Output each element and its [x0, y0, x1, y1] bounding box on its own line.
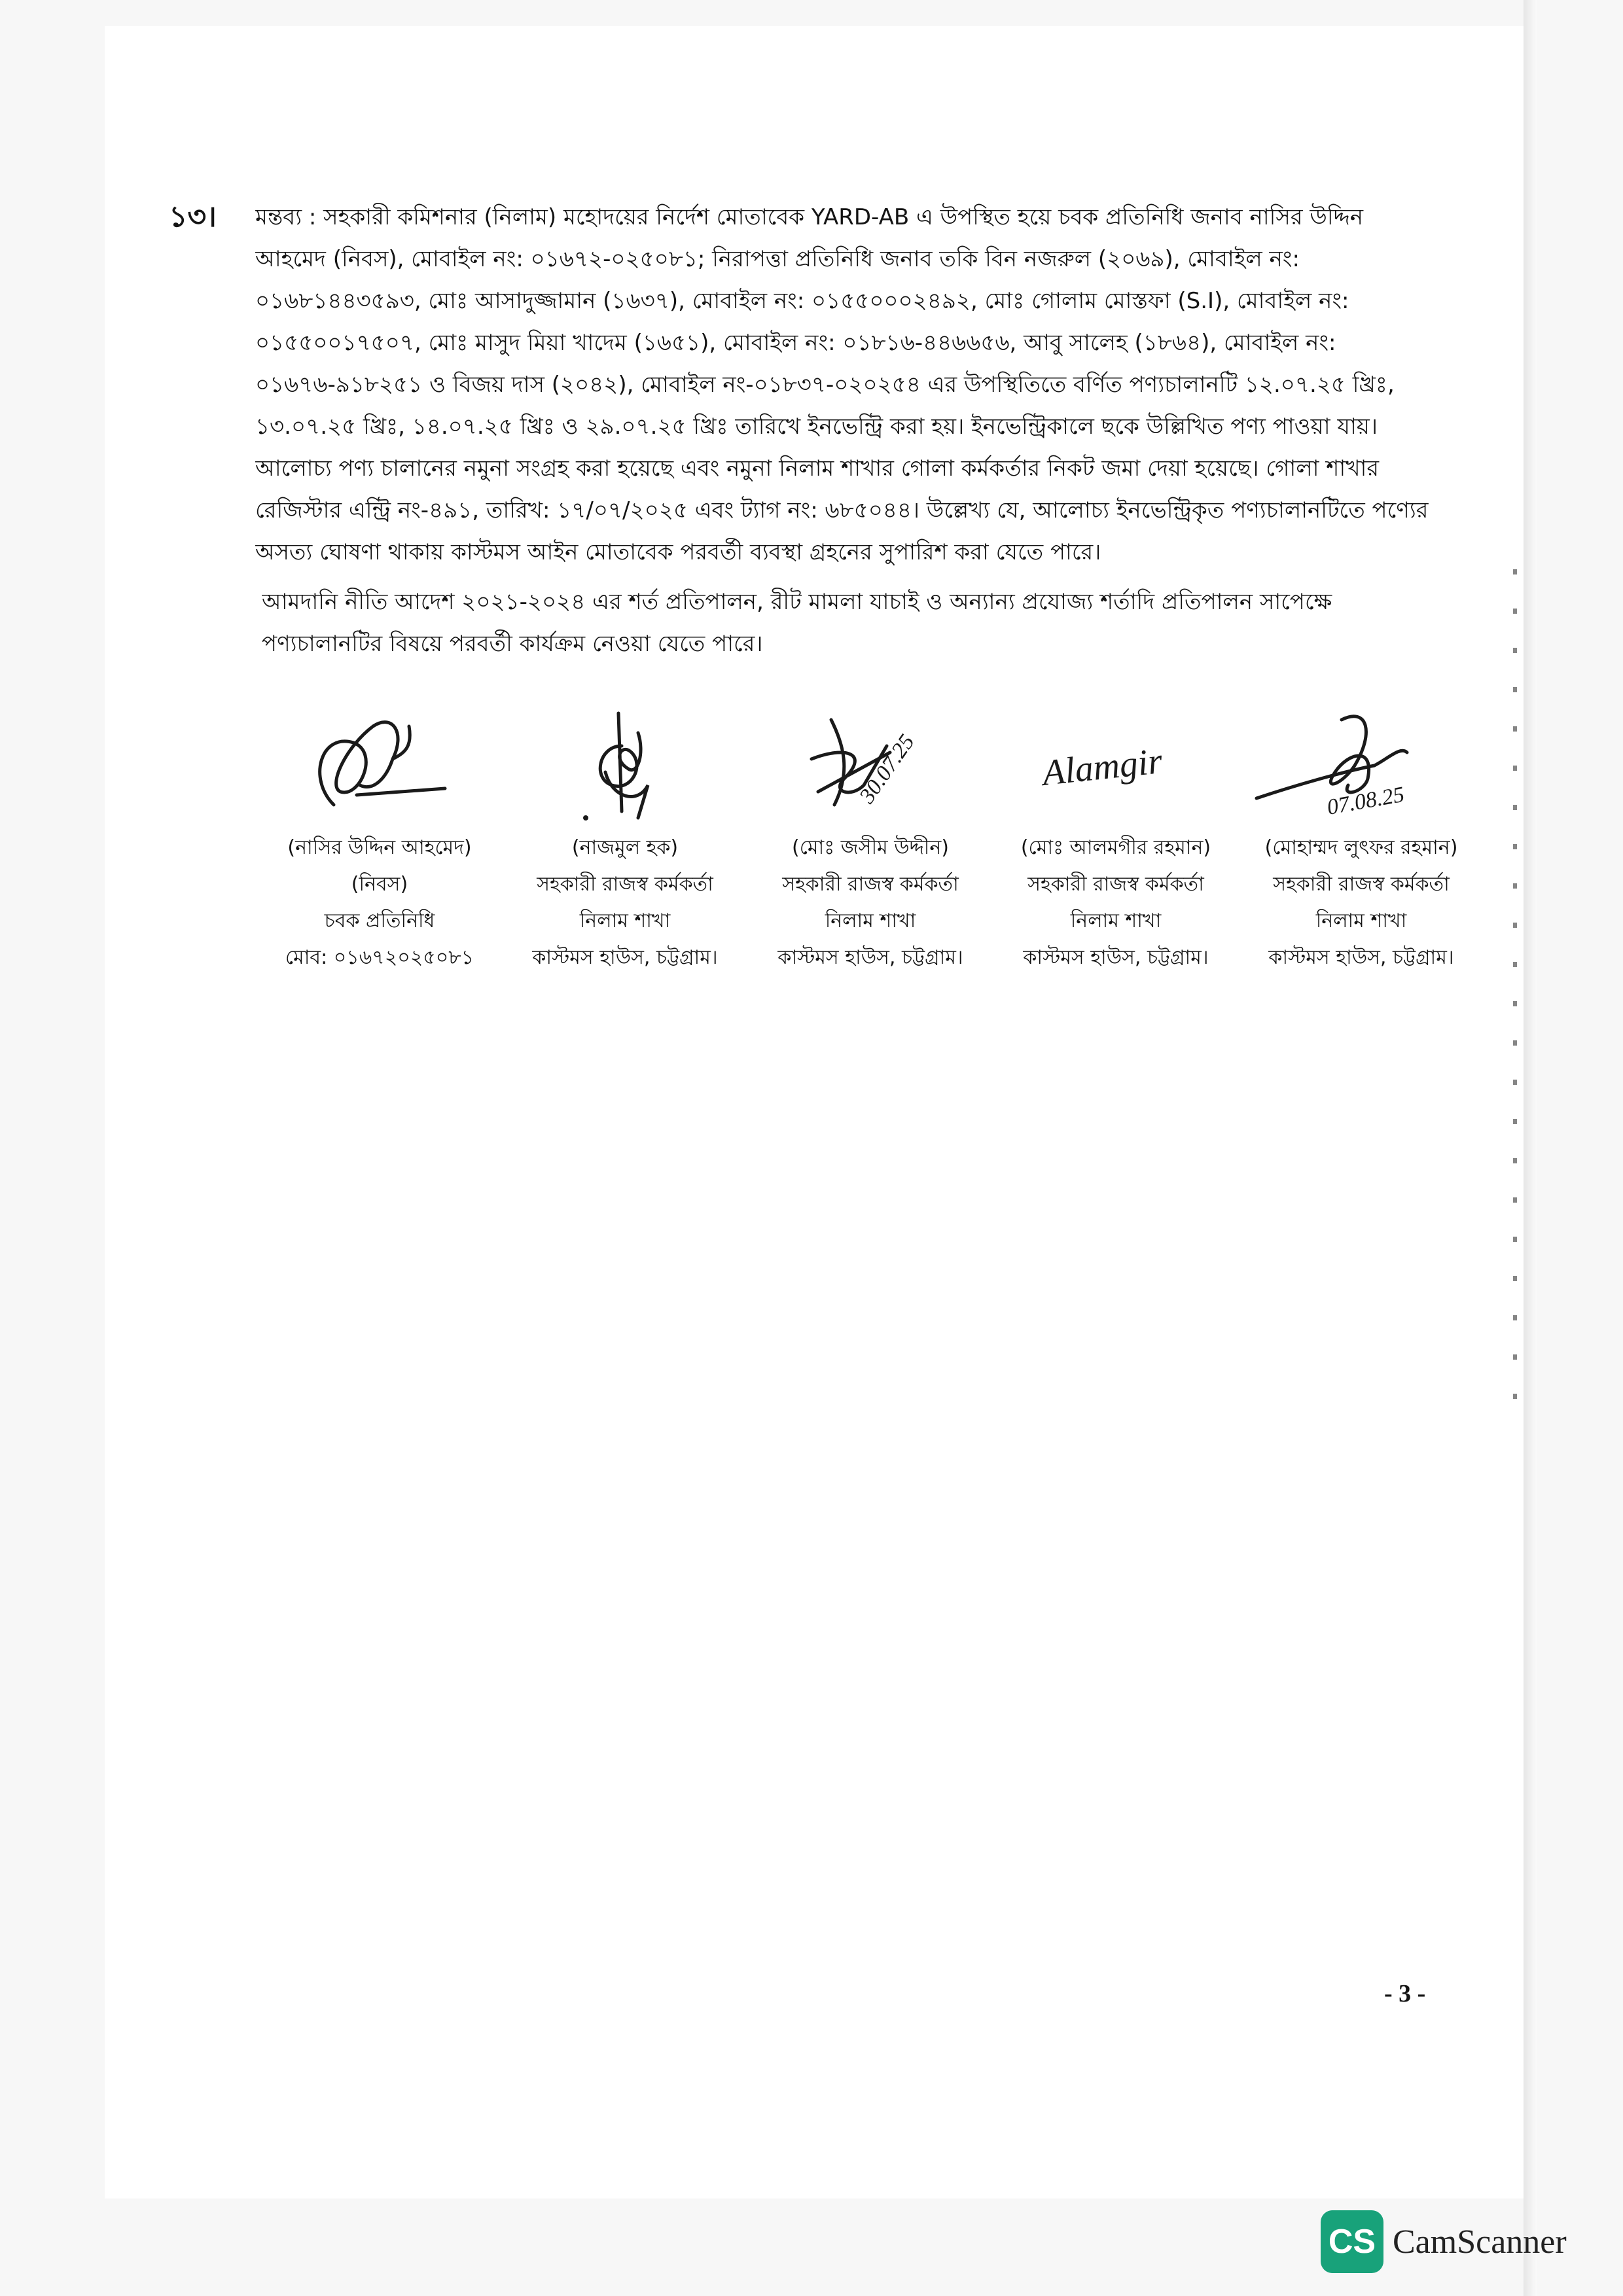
- camscanner-name: CamScanner: [1393, 2223, 1567, 2261]
- remark-paragraph: [255, 196, 1499, 573]
- remark-line: মন্তব্য : সহকারী কমিশনার (নিলাম) মহোদয়ের নির্দেশ মোতাবেক YARD-AB এ উপস্থিত হয়ে চবক প্রতিনিধি জনাব নাসির উদ্দিন: [255, 204, 1364, 230]
- signatory-line: কাস্টমস হাউস, চট্টগ্রাম।: [1023, 946, 1209, 969]
- policy-line: আমদানি নীতি আদেশ ২০২১-২০২৪ এর শর্ত প্রতিপালন, রীট মামলা যাচাই ও অন্যান্য প্রযোজ্য শর্তাদি প্রতিপালন সাপেক্ষে: [262, 589, 1332, 615]
- signatory-5: [1237, 707, 1486, 976]
- signatory-1: [255, 707, 504, 976]
- signatory-name: (মোঃ জসীম উদ্দীন): [792, 836, 949, 859]
- signatory-line: মোব: ০১৬৭২০২৫০৮১: [285, 946, 474, 969]
- camscanner-watermark: [1321, 2210, 1567, 2273]
- signatory-name: (মোহাম্মদ লুৎফর রহমান): [1264, 836, 1458, 859]
- page-edge: [1524, 0, 1537, 2296]
- signature-block: [255, 707, 1499, 968]
- signatory-4: [991, 707, 1240, 976]
- signatory-line: (নিবস): [351, 873, 408, 896]
- paragraph-number: ১৩।: [169, 200, 217, 234]
- page-edge-marks: [1513, 569, 1517, 1420]
- remark-line: অসত্য ঘোষণা থাকায় কাস্টমস আইন মোতাবেক পরবর্তী ব্যবস্থা গ্রহনের সুপারিশ করা যেতে পারে।: [255, 539, 1101, 565]
- signature-scribble-2: [540, 707, 710, 824]
- signature-scribble-4: [1018, 707, 1214, 824]
- signatory-line: নিলাম শাখা: [579, 910, 671, 932]
- signatory-line: নিলাম শাখা: [1315, 910, 1407, 932]
- signature-scribble-3: [772, 707, 969, 824]
- signatory-line: কাস্টমস হাউস, চট্টগ্রাম।: [532, 946, 718, 969]
- camscanner-logo-icon: CS: [1321, 2210, 1383, 2273]
- signatory-line: কাস্টমস হাউস, চট্টগ্রাম।: [777, 946, 963, 969]
- remark-line: ১৩.০৭.২৫ খ্রিঃ, ১৪.০৭.২৫ খ্রিঃ ও ২৯.০৭.২৫ খ্রিঃ তারিখে ইনভেন্ট্রি করা হয়। ইনভেন্ট্রিকালে ছকে উল্লিখিত পণ্য পাওয়া যায়।: [255, 414, 1378, 440]
- remark-line: আহমেদ (নিবস), মোবাইল নং: ০১৬৭২-০২৫০৮১; নিরাপত্তা প্রতিনিধি জনাব তকি বিন নজরুল (২০৬৯), মোবাইল নং:: [255, 246, 1300, 272]
- signatory-line: নিলাম শাখা: [825, 910, 916, 932]
- signatory-3: [746, 707, 995, 976]
- policy-paragraph: [262, 581, 1499, 665]
- signatory-line: চবক প্রতিনিধি: [324, 910, 435, 932]
- signatory-line: সহকারী রাজস্ব কর্মকর্তা: [1273, 873, 1450, 896]
- signature-date-5: 07.08.25: [1325, 782, 1406, 820]
- signatory-line: সহকারী রাজস্ব কর্মকর্তা: [537, 873, 713, 896]
- remark-line: ০১৬৭৬-৯১৮২৫১ ও বিজয় দাস (২০৪২), মোবাইল নং-০১৮৩৭-০২০২৫৪ এর উপস্থিতিতে বর্ণিত পণ্যচালানটি ১২.০৭.২৫ খ্রিঃ,: [255, 372, 1395, 398]
- signatory-line: নিলাম শাখা: [1070, 910, 1162, 932]
- remark-line: রেজিস্টার এন্ট্রি নং-৪৯১, তারিখ: ১৭/০৭/২০২৫ এবং ট্যাগ নং: ৬৮৫০৪৪। উল্লেখ্য যে, আলোচ্য ইনভেন্ট্রিকৃত পণ্যচালানটিতে পণ্যের: [255, 497, 1429, 523]
- remark-line: ০১৬৮১৪৪৩৫৯৩, মোঃ আসাদুজ্জামান (১৬৩৭), মোবাইল নং: ০১৫৫০০০২৪৯২, মোঃ গোলাম মোস্তফা (S.I), মোবাইল নং:: [255, 288, 1349, 314]
- signatory-2: [501, 707, 749, 976]
- remark-line: ০১৫৫০০১৭৫০৭, মোঃ মাসুদ মিয়া খাদেম (১৬৫১), মোবাইল নং: ০১৮১৬-৪৪৬৬৫৬, আবু সালেহ (১৮৬৪), মোবাইল নং:: [255, 330, 1336, 356]
- signatory-name: (মোঃ আলমগীর রহমান): [1020, 836, 1211, 859]
- signature-date-3: 30.07.25: [855, 730, 919, 808]
- signature-scribble-5: [1243, 707, 1479, 824]
- remark-line: আলোচ্য পণ্য চালানের নমুনা সংগ্রহ করা হয়েছে এবং নমুনা নিলাম শাখার গোলা কর্মকর্তার নিকট জমা দেয়া হয়েছে। গোলা শাখার: [255, 455, 1380, 482]
- signature-scribble-1: [294, 707, 465, 824]
- signatory-name: (নাসির উদ্দিন আহমেদ): [287, 836, 472, 859]
- signatory-name: (নাজমুল হক): [571, 836, 679, 859]
- signatory-line: সহকারী রাজস্ব কর্মকর্তা: [1027, 873, 1204, 896]
- page-number: - 3 -: [1384, 1980, 1426, 2007]
- signatory-line: কাস্টমস হাউস, চট্টগ্রাম।: [1268, 946, 1454, 969]
- policy-line: পণ্যচালানটির বিষয়ে পরবর্তী কার্যক্রম নেওয়া যেতে পারে।: [262, 631, 763, 657]
- signatory-line: সহকারী রাজস্ব কর্মকর্তা: [782, 873, 959, 896]
- signature-text-4: Alamgir: [1040, 741, 1164, 794]
